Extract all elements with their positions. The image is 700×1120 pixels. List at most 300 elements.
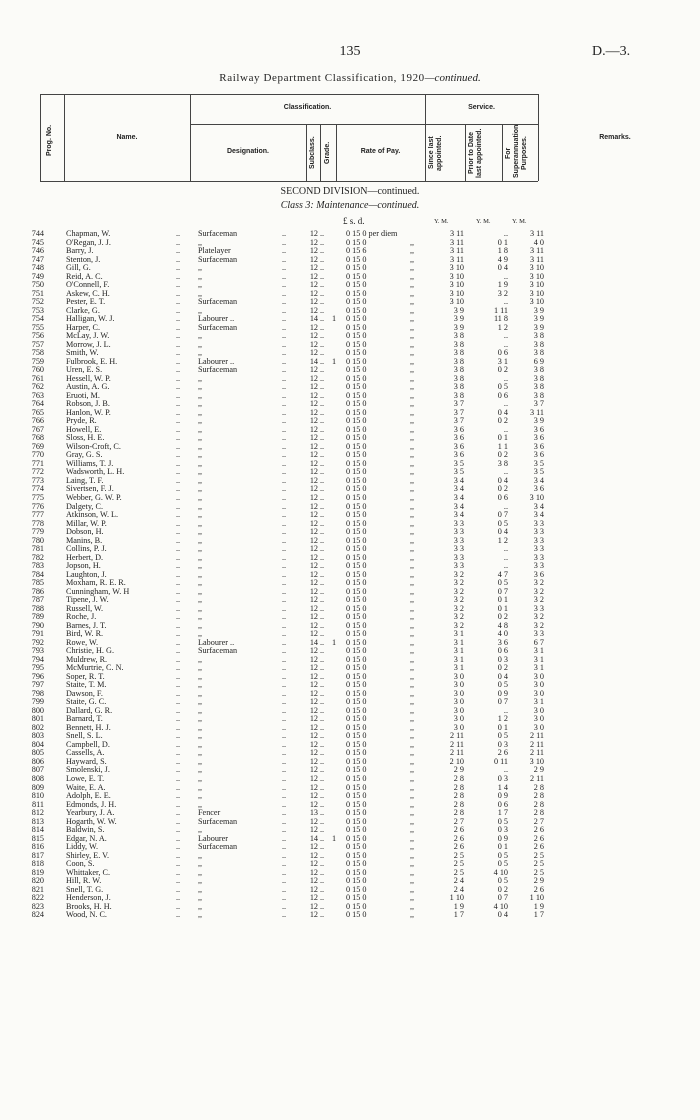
leader-dots: .. bbox=[320, 288, 325, 298]
leader-dots: .. bbox=[282, 535, 287, 545]
service-superannuation: 3 6 bbox=[533, 450, 544, 460]
subclass: 12 bbox=[309, 229, 318, 238]
employee-name: Bennett, H. J. bbox=[66, 722, 111, 732]
leader-dots: .. bbox=[320, 254, 325, 264]
rate-of-pay: 0 15 0 bbox=[346, 697, 367, 707]
ditto-mark: ,, bbox=[410, 254, 415, 264]
employee-name: Chapman, W. bbox=[66, 229, 111, 238]
leader-dots: .. bbox=[176, 544, 181, 554]
subclass: 12 bbox=[309, 799, 318, 809]
service-since-last: 3 11 bbox=[449, 229, 464, 238]
service-superannuation: 3 1 bbox=[533, 646, 544, 656]
employee-name: Waite, E. A. bbox=[66, 782, 106, 792]
service-since-last: 3 1 bbox=[453, 637, 464, 647]
employee-name: Williams, T. J. bbox=[66, 458, 114, 468]
leader-dots: .. bbox=[320, 475, 325, 485]
ditto-mark: ,, bbox=[410, 629, 415, 639]
service-prior: 0 2 bbox=[497, 884, 508, 894]
ditto-mark: ,, bbox=[410, 552, 415, 562]
prog-no: 799 bbox=[31, 697, 44, 707]
leader-dots: .. bbox=[282, 671, 287, 681]
service-superannuation: 3 3 bbox=[533, 561, 544, 571]
ditto-mark: ,, bbox=[410, 390, 415, 400]
employee-name: Edmonds, J. H. bbox=[66, 799, 117, 809]
leader-dots: .. bbox=[320, 722, 325, 732]
subclass: 12 bbox=[309, 322, 318, 332]
leader-dots: .. bbox=[176, 620, 181, 630]
designation: ,, bbox=[198, 867, 203, 877]
rate-of-pay: 0 15 0 bbox=[346, 544, 367, 554]
leader-dots: .. bbox=[320, 467, 325, 477]
prog-no: 785 bbox=[31, 578, 44, 588]
leader-dots: .. bbox=[320, 527, 325, 537]
employee-name: Moxham, R. E. R. bbox=[66, 578, 126, 588]
service-prior: .. bbox=[503, 501, 508, 511]
leader-dots: .. bbox=[176, 237, 181, 247]
service-superannuation: 2 5 bbox=[533, 867, 544, 877]
service-superannuation: 3 6 bbox=[533, 441, 544, 451]
subclass: 12 bbox=[309, 739, 318, 749]
prog-no: 744 bbox=[31, 229, 44, 238]
service-prior: 1 11 bbox=[493, 305, 508, 315]
leader-dots: .. bbox=[176, 407, 181, 417]
subclass: 12 bbox=[309, 552, 318, 562]
subclass: 12 bbox=[309, 774, 318, 783]
rate-of-pay: 0 15 0 bbox=[346, 663, 367, 673]
leader-dots: .. bbox=[282, 288, 287, 298]
rate-of-pay: 0 15 0 bbox=[346, 637, 367, 647]
leader-dots: .. bbox=[282, 331, 287, 341]
prog-no: 779 bbox=[31, 527, 44, 537]
service-prior: 3 1 bbox=[497, 356, 508, 366]
service-prior: 0 7 bbox=[497, 510, 508, 520]
rate-of-pay: 0 15 0 bbox=[346, 450, 367, 460]
leader-dots: .. bbox=[282, 297, 287, 307]
leader-dots: .. bbox=[176, 791, 181, 801]
employee-name: Uren, E. S. bbox=[66, 365, 103, 375]
service-prior: 2 6 bbox=[497, 748, 508, 758]
employee-name: Snell, S. L. bbox=[66, 731, 103, 741]
ditto-mark: ,, bbox=[410, 518, 415, 528]
rate-of-pay: 0 15 0 bbox=[346, 867, 367, 877]
prog-no: 806 bbox=[31, 756, 44, 766]
ditto-mark: ,, bbox=[410, 646, 415, 656]
ditto-mark: ,, bbox=[410, 578, 415, 588]
service-superannuation: 3 4 bbox=[533, 475, 544, 485]
employee-name: Cunningham, W. H bbox=[66, 586, 130, 596]
rate-of-pay: 0 15 0 bbox=[346, 586, 367, 596]
service-prior: .. bbox=[503, 544, 508, 554]
header-since-last-appointed: Since last appointed. bbox=[428, 135, 443, 171]
leader-dots: .. bbox=[320, 322, 325, 332]
designation: Labourer .. bbox=[198, 314, 235, 324]
subclass: 12 bbox=[309, 484, 318, 494]
prog-no: 762 bbox=[31, 382, 44, 392]
designation: ,, bbox=[198, 859, 203, 869]
leader-dots: .. bbox=[176, 774, 181, 783]
designation: Surfaceman bbox=[198, 816, 238, 826]
leader-dots: .. bbox=[176, 314, 181, 324]
leader-dots: .. bbox=[282, 697, 287, 707]
prog-no: 781 bbox=[31, 544, 44, 554]
leader-dots: .. bbox=[282, 339, 287, 349]
ditto-mark: ,, bbox=[410, 816, 415, 826]
service-superannuation: 2 6 bbox=[533, 842, 544, 852]
subclass: 13 bbox=[309, 808, 318, 818]
designation: ,, bbox=[198, 535, 203, 545]
employee-name: Dawson, F. bbox=[66, 688, 103, 698]
service-superannuation: 3 5 bbox=[533, 467, 544, 477]
designation: ,, bbox=[198, 331, 203, 341]
leader-dots: .. bbox=[176, 229, 181, 238]
subclass: 12 bbox=[309, 416, 318, 426]
header-designation: Designation. bbox=[226, 148, 269, 155]
ditto-mark: ,, bbox=[410, 484, 415, 494]
header-grade: Grade. bbox=[324, 141, 331, 165]
service-superannuation: 3 8 bbox=[533, 365, 544, 375]
employee-name: Snell, T. G. bbox=[66, 884, 104, 894]
service-superannuation: 6 7 bbox=[533, 637, 544, 647]
service-since-last: 2 5 bbox=[453, 867, 464, 877]
service-prior: 4 8 bbox=[497, 620, 508, 630]
leader-dots: .. bbox=[176, 246, 181, 256]
service-since-last: 2 11 bbox=[449, 739, 464, 749]
designation: ,, bbox=[198, 518, 203, 528]
employee-name: Hill, R. W. bbox=[66, 876, 102, 886]
leader-dots: .. bbox=[282, 399, 287, 409]
designation: Surfaceman bbox=[198, 297, 238, 307]
service-since-last: 3 4 bbox=[453, 510, 464, 520]
service-prior: 0 4 bbox=[497, 263, 508, 273]
leader-dots: .. bbox=[282, 450, 287, 460]
subclass: 12 bbox=[309, 586, 318, 596]
rate-of-pay: 0 15 0 bbox=[346, 756, 367, 766]
rate-of-pay: 0 15 0 bbox=[346, 535, 367, 545]
rate-of-pay: 0 15 0 bbox=[346, 280, 367, 290]
leader-dots: .. bbox=[320, 331, 325, 341]
subclass: 12 bbox=[309, 620, 318, 630]
service-superannuation: 2 6 bbox=[533, 884, 544, 894]
leader-dots: .. bbox=[320, 586, 325, 596]
prog-no: 803 bbox=[31, 731, 44, 741]
leader-dots: .. bbox=[176, 612, 181, 622]
service-superannuation: 3 0 bbox=[533, 680, 544, 690]
ditto-mark: ,, bbox=[410, 535, 415, 545]
subclass: 12 bbox=[309, 612, 318, 622]
subclass: 12 bbox=[309, 561, 318, 571]
leader-dots: .. bbox=[282, 484, 287, 494]
designation: ,, bbox=[198, 475, 203, 485]
ditto-mark: ,, bbox=[410, 433, 415, 443]
leader-dots: .. bbox=[282, 271, 287, 281]
designation: ,, bbox=[198, 578, 203, 588]
service-since-last: 2 4 bbox=[453, 884, 464, 894]
ditto-mark: ,, bbox=[410, 799, 415, 809]
service-since-last: 2 7 bbox=[453, 816, 464, 826]
subclass: 12 bbox=[309, 595, 318, 605]
prog-no: 774 bbox=[31, 484, 44, 494]
employee-name: Jopson, H. bbox=[66, 561, 101, 571]
designation: Labourer .. bbox=[198, 356, 235, 366]
service-since-last: 3 7 bbox=[453, 407, 464, 417]
service-since-last: 3 3 bbox=[453, 518, 464, 528]
prog-no: 759 bbox=[31, 356, 44, 366]
rate-of-pay: 0 15 0 bbox=[346, 458, 367, 468]
leader-dots: .. bbox=[282, 501, 287, 511]
subclass: 14 bbox=[309, 637, 318, 647]
service-prior: 0 5 bbox=[497, 876, 508, 886]
rate-of-pay: 0 15 0 bbox=[346, 833, 367, 843]
leader-dots: .. bbox=[320, 697, 325, 707]
prog-no: 776 bbox=[31, 501, 44, 511]
service-superannuation: 2 11 bbox=[529, 748, 544, 758]
prog-no: 767 bbox=[31, 424, 44, 434]
subclass: 12 bbox=[309, 671, 318, 681]
ditto-mark: ,, bbox=[410, 527, 415, 537]
prog-no: 758 bbox=[31, 348, 44, 358]
service-prior: 0 3 bbox=[497, 739, 508, 749]
header-prog-no: Prog. No. bbox=[46, 124, 53, 156]
ditto-mark: ,, bbox=[410, 782, 415, 792]
ditto-mark: ,, bbox=[410, 373, 415, 383]
prog-no: 797 bbox=[31, 680, 44, 690]
service-since-last: 2 4 bbox=[453, 876, 464, 886]
ditto-mark: ,, bbox=[410, 501, 415, 511]
leader-dots: .. bbox=[320, 833, 325, 843]
leader-dots: .. bbox=[176, 578, 181, 588]
service-prior: 4 10 bbox=[493, 867, 508, 877]
ditto-mark: ,, bbox=[410, 237, 415, 247]
subclass: 12 bbox=[309, 458, 318, 468]
leader-dots: .. bbox=[282, 382, 287, 392]
service-prior: 0 5 bbox=[497, 382, 508, 392]
service-since-last: 2 11 bbox=[449, 731, 464, 741]
leader-dots: .. bbox=[176, 884, 181, 894]
leader-dots: .. bbox=[282, 603, 287, 613]
designation: ,, bbox=[198, 288, 203, 298]
leader-dots: .. bbox=[320, 356, 325, 366]
ditto-mark: ,, bbox=[410, 544, 415, 554]
leader-dots: .. bbox=[176, 637, 181, 647]
ditto-mark: ,, bbox=[410, 697, 415, 707]
leader-dots: .. bbox=[320, 416, 325, 426]
leader-dots: .. bbox=[282, 756, 287, 766]
service-since-last: 2 9 bbox=[453, 765, 464, 775]
service-since-last: 3 3 bbox=[453, 544, 464, 554]
service-superannuation: 2 7 bbox=[533, 816, 544, 826]
designation: ,, bbox=[198, 782, 203, 792]
service-prior: 0 11 bbox=[493, 756, 508, 766]
employee-name: Russell, W. bbox=[66, 603, 104, 613]
service-prior: 0 2 bbox=[497, 484, 508, 494]
leader-dots: .. bbox=[320, 671, 325, 681]
employee-name: Barnes, J. T. bbox=[66, 620, 107, 630]
service-since-last: 3 11 bbox=[449, 246, 464, 256]
service-prior: .. bbox=[503, 424, 508, 434]
service-prior: 0 3 bbox=[497, 654, 508, 664]
designation: ,, bbox=[198, 263, 203, 273]
prog-no: 813 bbox=[31, 816, 44, 826]
service-prior: .. bbox=[503, 297, 508, 307]
ym-units-super: Y. M. bbox=[512, 218, 527, 225]
subclass: 12 bbox=[309, 816, 318, 826]
leader-dots: .. bbox=[282, 365, 287, 375]
leader-dots: .. bbox=[282, 237, 287, 247]
employee-name: Wilson-Croft, C. bbox=[66, 441, 121, 451]
header-prior-to-date: Prior to Date last appointed. bbox=[468, 128, 483, 178]
rate-of-pay: 0 15 0 bbox=[346, 842, 367, 852]
leader-dots: .. bbox=[320, 620, 325, 630]
ditto-mark: ,, bbox=[410, 876, 415, 886]
subclass: 12 bbox=[309, 305, 318, 315]
prog-no: 763 bbox=[31, 390, 44, 400]
leader-dots: .. bbox=[282, 263, 287, 273]
service-since-last: 2 6 bbox=[453, 825, 464, 835]
rate-of-pay: 0 15 0 bbox=[346, 416, 367, 426]
rate-of-pay: 0 15 0 bbox=[346, 714, 367, 724]
subclass: 12 bbox=[309, 475, 318, 485]
leader-dots: .. bbox=[320, 791, 325, 801]
designation: ,, bbox=[198, 910, 203, 920]
service-prior: 0 7 bbox=[497, 893, 508, 903]
leader-dots: .. bbox=[282, 561, 287, 571]
leader-dots: .. bbox=[282, 688, 287, 698]
ditto-mark: ,, bbox=[410, 620, 415, 630]
leader-dots: .. bbox=[176, 680, 181, 690]
designation: ,, bbox=[198, 688, 203, 698]
ditto-mark: ,, bbox=[410, 263, 415, 273]
service-superannuation: 3 8 bbox=[533, 348, 544, 358]
rate-of-pay: 0 15 0 bbox=[346, 390, 367, 400]
ditto-mark: ,, bbox=[410, 595, 415, 605]
employee-name: Eruoti, M. bbox=[66, 390, 100, 400]
ditto-mark: ,, bbox=[410, 271, 415, 281]
designation: ,, bbox=[198, 825, 203, 835]
service-superannuation: 2 5 bbox=[533, 859, 544, 869]
leader-dots: .. bbox=[282, 799, 287, 809]
leader-dots: .. bbox=[320, 390, 325, 400]
leader-dots: .. bbox=[176, 356, 181, 366]
rate-of-pay: 0 15 0 bbox=[346, 348, 367, 358]
leader-dots: .. bbox=[176, 297, 181, 307]
subclass: 12 bbox=[309, 288, 318, 298]
prog-no: 822 bbox=[31, 893, 44, 903]
leader-dots: .. bbox=[176, 263, 181, 273]
ditto-mark: ,, bbox=[410, 561, 415, 571]
service-since-last: 3 11 bbox=[449, 237, 464, 247]
leader-dots: .. bbox=[282, 833, 287, 843]
leader-dots: .. bbox=[282, 322, 287, 332]
employee-name: Reid, A. C. bbox=[66, 271, 103, 281]
service-since-last: 3 8 bbox=[453, 373, 464, 383]
leader-dots: .. bbox=[320, 612, 325, 622]
leader-dots: .. bbox=[320, 314, 325, 324]
subclass: 12 bbox=[309, 246, 318, 256]
leader-dots: .. bbox=[176, 876, 181, 886]
service-prior: .. bbox=[503, 561, 508, 571]
rate-of-pay: 0 15 0 bbox=[346, 654, 367, 664]
prog-no: 783 bbox=[31, 561, 44, 571]
employee-name: Whittaker, C. bbox=[66, 867, 111, 877]
service-prior: .. bbox=[503, 552, 508, 562]
service-since-last: 2 8 bbox=[453, 782, 464, 792]
service-since-last: 3 10 bbox=[449, 280, 464, 290]
leader-dots: .. bbox=[176, 910, 181, 920]
service-prior: 1 1 bbox=[497, 441, 508, 451]
rate-of-pay: 0 15 6 bbox=[346, 246, 367, 256]
employee-name: Gill, G. bbox=[66, 263, 91, 273]
service-prior: 0 2 bbox=[497, 612, 508, 622]
designation: ,, bbox=[198, 799, 203, 809]
subclass: 12 bbox=[309, 492, 318, 502]
service-since-last: 1 7 bbox=[453, 910, 464, 920]
employee-name: Laughton, J. bbox=[66, 569, 107, 579]
service-prior: 0 9 bbox=[497, 791, 508, 801]
rate-of-pay: 0 15 0 bbox=[346, 603, 367, 613]
service-prior: 1 2 bbox=[497, 714, 508, 724]
leader-dots: .. bbox=[282, 390, 287, 400]
designation: ,, bbox=[198, 527, 203, 537]
ditto-mark: ,, bbox=[410, 671, 415, 681]
ditto-mark: ,, bbox=[410, 901, 415, 911]
prog-no: 810 bbox=[31, 791, 44, 801]
leader-dots: .. bbox=[320, 433, 325, 443]
employee-name: Howell, E. bbox=[66, 424, 102, 434]
employee-name: O'Connell, F. bbox=[66, 280, 110, 290]
rate-of-pay: 0 15 0 bbox=[346, 671, 367, 681]
leader-dots: .. bbox=[320, 510, 325, 520]
subclass: 12 bbox=[309, 654, 318, 664]
service-since-last: 3 2 bbox=[453, 569, 464, 579]
leader-dots: .. bbox=[320, 799, 325, 809]
service-prior: .. bbox=[503, 339, 508, 349]
leader-dots: .. bbox=[282, 884, 287, 894]
ditto-mark: ,, bbox=[410, 688, 415, 698]
prog-no: 812 bbox=[31, 808, 44, 818]
prog-no: 816 bbox=[31, 842, 44, 852]
ditto-mark: ,, bbox=[410, 774, 415, 783]
service-superannuation: 3 1 bbox=[533, 663, 544, 673]
employee-name: Robson, J. B. bbox=[66, 399, 110, 409]
designation: ,, bbox=[198, 654, 203, 664]
employee-name: Askew, C. H. bbox=[66, 288, 110, 298]
leader-dots: .. bbox=[176, 365, 181, 375]
subclass: 12 bbox=[309, 254, 318, 264]
ditto-mark: ,, bbox=[410, 842, 415, 852]
ditto-mark: ,, bbox=[410, 893, 415, 903]
running-title-text: Railway Department Classification, 1920 bbox=[219, 72, 425, 84]
service-since-last: 2 6 bbox=[453, 833, 464, 843]
designation: ,, bbox=[198, 901, 203, 911]
service-superannuation: 3 2 bbox=[533, 620, 544, 630]
leader-dots: .. bbox=[176, 416, 181, 426]
service-superannuation: 1 10 bbox=[529, 893, 544, 903]
service-superannuation: 2 11 bbox=[529, 739, 544, 749]
designation: ,, bbox=[198, 441, 203, 451]
leader-dots: .. bbox=[176, 271, 181, 281]
employee-name: Staite, G. C. bbox=[66, 697, 107, 707]
designation: ,, bbox=[198, 552, 203, 562]
prog-no: 770 bbox=[31, 450, 44, 460]
prog-no: 804 bbox=[31, 739, 44, 749]
service-superannuation: 3 11 bbox=[529, 407, 544, 417]
class-heading: Class 3: Maintenance—continued. bbox=[280, 200, 420, 211]
leader-dots: .. bbox=[320, 867, 325, 877]
employee-name: Collins, P. J. bbox=[66, 544, 107, 554]
service-since-last: 3 2 bbox=[453, 603, 464, 613]
prog-no: 748 bbox=[31, 263, 44, 273]
service-prior: 0 2 bbox=[497, 416, 508, 426]
